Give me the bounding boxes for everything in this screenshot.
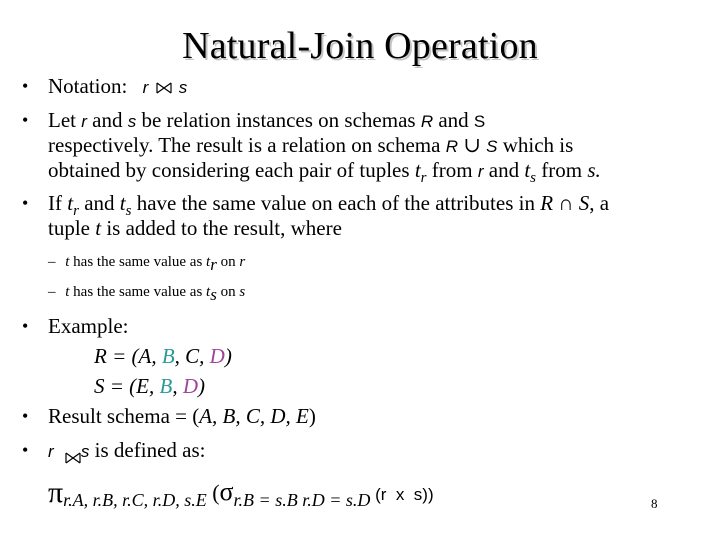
- intersection-symbol: ∩: [558, 191, 574, 215]
- defined-as-line: [48, 438, 205, 465]
- var-t: t: [524, 158, 531, 182]
- cartesian-product-arg: (r x s)): [370, 485, 434, 504]
- text-fragment: have the same value on each of the attributes in: [131, 191, 541, 215]
- sub-bullet-tr: [48, 254, 245, 275]
- notation-r: r: [142, 78, 149, 97]
- text-fragment: tuple: [48, 216, 96, 240]
- attr-D-highlight: D: [182, 374, 198, 398]
- sub-bullet-ts: [48, 284, 245, 305]
- var-s: s.: [587, 158, 601, 182]
- dash: –: [48, 254, 56, 270]
- bullet-let-line2: [48, 133, 573, 159]
- example-S-schema: [94, 374, 205, 399]
- subscript-s: s: [210, 285, 217, 304]
- text-fragment: R = (A,: [94, 344, 162, 368]
- var-S: S: [486, 137, 498, 156]
- var-s: s: [127, 112, 137, 131]
- var-t: t: [65, 254, 70, 270]
- projection-expression: [48, 476, 434, 511]
- bullet-notation: [48, 74, 187, 100]
- var-S: S: [473, 112, 486, 131]
- bullet-dot: •: [22, 440, 29, 460]
- page-number: 8: [651, 496, 658, 511]
- text-fragment: and: [78, 191, 120, 215]
- var-r: r: [81, 112, 87, 131]
- subscript-s: s: [125, 203, 132, 220]
- text-fragment: from: [426, 158, 478, 182]
- text-fragment: which is: [497, 133, 574, 157]
- var-r: r: [239, 254, 246, 270]
- var-s: s: [80, 442, 90, 461]
- bullet-dot: •: [22, 316, 29, 336]
- natural-join-icon: [156, 81, 172, 95]
- subscript-s: s: [530, 170, 537, 187]
- text-fragment: (: [206, 480, 220, 505]
- var-t: t: [67, 191, 74, 215]
- dash: –: [48, 284, 56, 300]
- text-fragment: ): [224, 344, 232, 368]
- text-fragment: ,: [172, 374, 183, 398]
- var-s: s: [239, 284, 246, 300]
- bullet-dot: •: [22, 193, 29, 213]
- attr-D-highlight: D: [209, 344, 225, 368]
- bullet-dot: •: [22, 406, 29, 426]
- text-fragment: has the same value as: [69, 284, 207, 300]
- var-r: r: [48, 442, 54, 461]
- sigma-symbol: σ: [219, 477, 234, 506]
- bullet-dot: •: [22, 76, 29, 96]
- text-fragment: obtained by considering each pair of tuples: [48, 158, 415, 182]
- attr-B-highlight: B: [159, 374, 173, 398]
- text-fragment: S = (E,: [94, 374, 160, 398]
- selection-predicate: r.B = s.B r.D = s.D: [233, 490, 371, 510]
- text-fragment: Let: [48, 108, 82, 132]
- var-R: R: [445, 137, 458, 156]
- union-symbol: ∪: [463, 133, 481, 157]
- natural-join-icon: [65, 451, 81, 465]
- example-label: Example:: [48, 314, 129, 338]
- var-R: R: [540, 191, 554, 215]
- text-fragment: ): [308, 404, 316, 428]
- text-fragment: Result schema = (: [48, 404, 200, 428]
- schema-attrs: A, B, C, D, E: [199, 404, 309, 428]
- pi-symbol: π: [48, 476, 64, 509]
- text-fragment: on: [216, 284, 240, 300]
- var-t: t: [65, 284, 70, 300]
- bullet-let-line1: [48, 108, 485, 134]
- text-fragment: and: [433, 108, 474, 132]
- text-fragment: and: [483, 158, 525, 182]
- text-fragment: from: [536, 158, 588, 182]
- slide-title: Natural-Join Operation: [182, 25, 538, 67]
- var-t: t: [206, 284, 211, 300]
- text-fragment: on: [216, 254, 240, 270]
- var-t: t: [414, 158, 421, 182]
- bullet-if-line2: [48, 216, 342, 241]
- var-R: R: [420, 112, 434, 131]
- text-fragment: is added to the result, where: [101, 216, 342, 240]
- text-fragment: has the same value as: [69, 254, 207, 270]
- result-schema: [48, 404, 316, 429]
- var-t: t: [95, 216, 102, 240]
- text-fragment: is defined as:: [89, 438, 206, 462]
- bullet-dot: •: [22, 110, 29, 130]
- text-fragment: ): [198, 374, 205, 398]
- text-fragment: If: [48, 191, 68, 215]
- subscript-r: r: [420, 170, 427, 187]
- attr-B-highlight: B: [161, 344, 175, 368]
- var-t: t: [206, 254, 211, 270]
- bullet-let-line3: [48, 158, 601, 191]
- subscript-r: r: [210, 255, 217, 274]
- var-S: S: [578, 191, 590, 215]
- subscript-r: r: [73, 203, 79, 220]
- example-R-schema: [94, 344, 232, 369]
- text-fragment: The result is a relation on schema: [153, 133, 446, 157]
- var-r: r: [477, 162, 484, 181]
- projection-attrs: r.A, r.B, r.C, r.D, s.E: [63, 490, 207, 510]
- text-fragment: respectively.: [48, 133, 154, 157]
- text-fragment: be relation instances on schemas: [136, 108, 421, 132]
- notation-s: s: [178, 78, 188, 97]
- text-fragment: , a: [589, 191, 610, 215]
- text-fragment: and: [86, 108, 128, 132]
- notation-label: Notation:: [48, 74, 128, 98]
- var-t: t: [119, 191, 126, 215]
- text-fragment: , C,: [174, 344, 210, 368]
